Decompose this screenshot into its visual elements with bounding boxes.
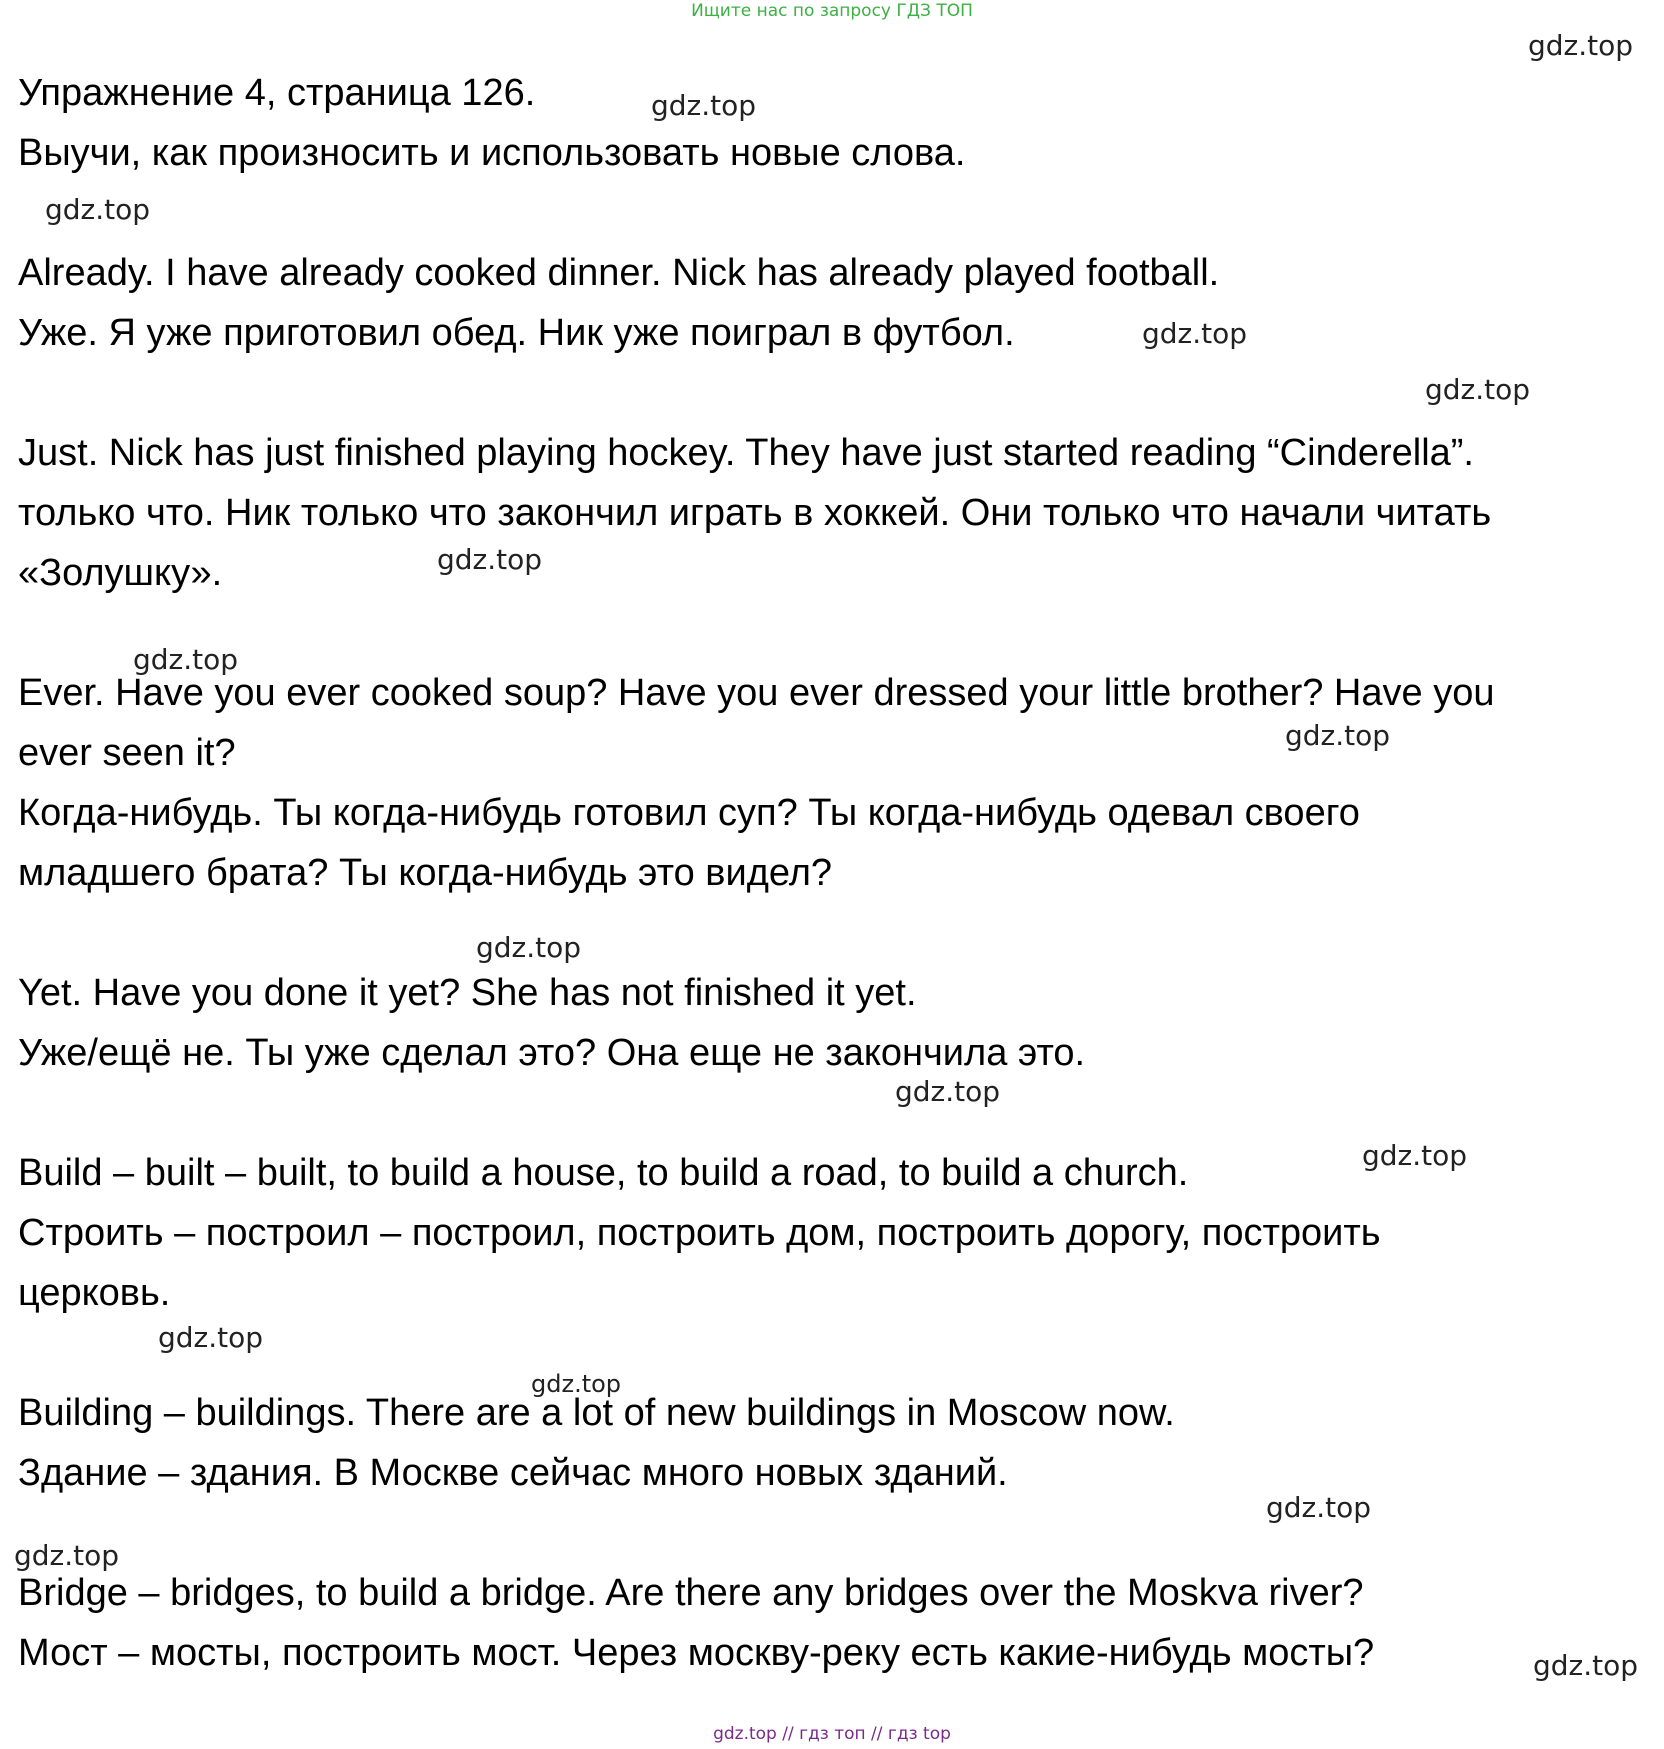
text-line: Just. Nick has just finished playing hockey. They have just started reading “Cinderella”. [18, 432, 1474, 474]
text-line: Когда-нибудь. Ты когда-нибудь готовил суп? Ты когда-нибудь одевал своего [18, 792, 1360, 834]
watermark: gdz.top [476, 931, 582, 964]
text-line: Здание – здания. В Москве сейчас много новых зданий. [18, 1452, 1008, 1494]
watermark: gdz.top [45, 193, 151, 226]
exercise-instruction: Выучи, как произносить и использовать новые слова. [18, 132, 966, 174]
text-line: только что. Ник только что закончил играть в хоккей. Они только что начали читать [18, 492, 1492, 534]
text-line: младшего брата? Ты когда-нибудь это видел? [18, 852, 833, 894]
text-line: Ever. Have you ever cooked soup? Have you ever dressed your little brother? Have you [18, 672, 1495, 714]
text-line: Building – buildings. There are a lot of new buildings in Moscow now. [18, 1392, 1175, 1434]
text-line: ever seen it? [18, 732, 236, 774]
watermark: gdz.top [133, 643, 239, 676]
top-banner: Ищите нас по запросу ГДЗ ТОП [691, 1, 973, 21]
watermark: gdz.top [1528, 29, 1634, 62]
watermark: gdz.top [1533, 1649, 1639, 1682]
watermark: gdz.top [158, 1321, 264, 1354]
text-line: Мост – мосты, построить мост. Через москву-реку есть какие-нибудь мосты? [18, 1632, 1375, 1674]
watermark: gdz.top [1142, 317, 1248, 350]
watermark: gdz.top [437, 543, 543, 576]
text-line: Уже/ещё не. Ты уже сделал это? Она еще не закончила это. [18, 1032, 1086, 1074]
watermark: gdz.top [651, 89, 757, 122]
watermark: gdz.top [531, 1370, 622, 1398]
text-line: Bridge – bridges, to build a bridge. Are there any bridges over the Moskva river? [18, 1572, 1364, 1614]
watermark: gdz.top [1285, 719, 1391, 752]
text-line: церковь. [18, 1272, 171, 1314]
exercise-title: Упражнение 4, страница 126. [18, 72, 536, 114]
text-line: «Золушку». [18, 552, 223, 594]
text-line: Build – built – built, to build a house, to build a road, to build a church. [18, 1152, 1189, 1194]
text-line: Строить – построил – построил, построить дом, построить дорогу, построить [18, 1212, 1381, 1254]
text-line: Уже. Я уже приготовил обед. Ник уже поиграл в футбол. [18, 312, 1015, 354]
watermark: gdz.top [895, 1075, 1001, 1108]
watermark: gdz.top [1362, 1139, 1468, 1172]
bottom-banner: gdz.top // гдз топ // гдз top [713, 1724, 951, 1744]
text-line: Yet. Have you done it yet? She has not finished it yet. [18, 972, 917, 1014]
watermark: gdz.top [1425, 373, 1531, 406]
watermark: gdz.top [14, 1539, 120, 1572]
text-line: Already. I have already cooked dinner. Nick has already played football. [18, 252, 1220, 294]
watermark: gdz.top [1266, 1491, 1372, 1524]
